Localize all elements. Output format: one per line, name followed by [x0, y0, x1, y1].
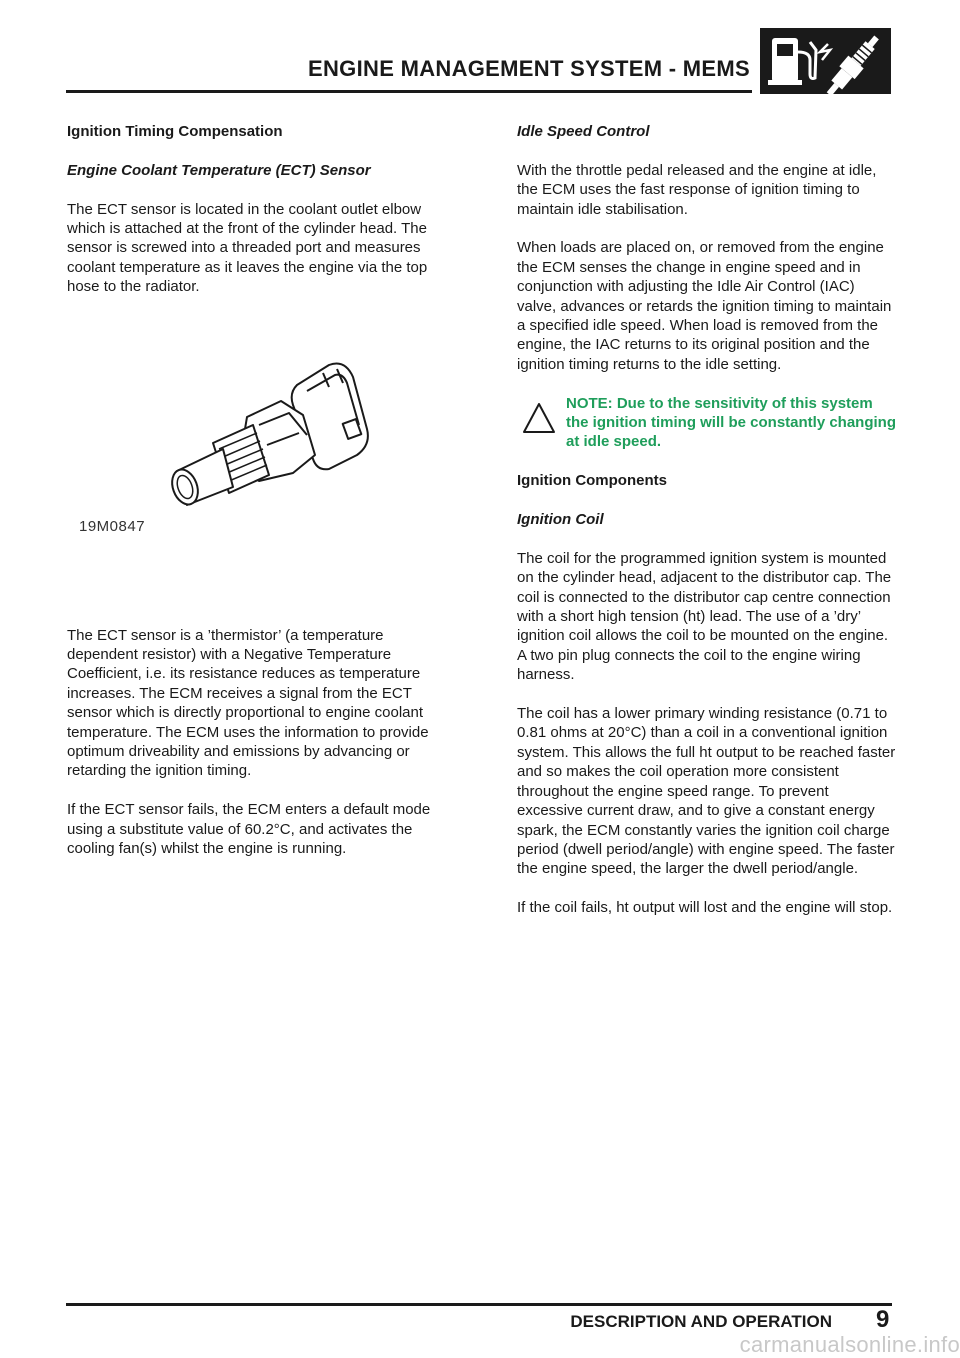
paragraph-coil-mounting: The coil for the programmed ignition system is mounted on the cylinder head, adjacent to the distributor cap. The coil is connected to the distributor cap centre connection with a short high tension (ht) lead. The use of a ’dry’ ignition coil allows the coil to be mounted on the engine. A two pin plug connects the coil to the engine wiring harness.	[517, 549, 892, 684]
paragraph-ect-failure: If the ECT sensor fails, the ECM enters a default mode using a substitute value of 60.2°C, and activates the cooling fan(s) whilst the engine is running.	[67, 801, 431, 858]
footer-title: DESCRIPTION AND OPERATION	[570, 1312, 832, 1331]
footer-rule	[66, 1303, 892, 1306]
ect-sensor-figure	[67, 325, 445, 585]
right-column	[517, 122, 897, 937]
subheading-ect-sensor: Engine Coolant Temperature (ECT) Sensor	[67, 161, 371, 179]
ect-sensor-illustration	[67, 325, 445, 585]
caution-triangle-icon	[522, 402, 556, 434]
paragraph-coil-failure: If the coil fails, ht output will lost and the engine will stop.	[517, 899, 893, 917]
subheading-idle-speed-control: Idle Speed Control	[517, 123, 650, 140]
section-heading-ignition-components: Ignition Components	[517, 472, 667, 490]
page-header-title: ENGINE MANAGEMENT SYSTEM - MEMS	[308, 56, 750, 81]
watermark: carmanualsonline.info	[739, 1332, 960, 1357]
subheading-ignition-coil: Ignition Coil	[517, 511, 604, 529]
paragraph-ect-location: The ECT sensor is located in the coolant outlet elbow which is attached at the front of the cylinder head. The sensor is screwed into a threaded port and measures coolant temperature as it leaves the engine via the top hose to the radiator.	[67, 200, 428, 296]
section-heading-ignition-timing-compensation: Ignition Timing Compensation	[67, 123, 283, 140]
paragraph-ect-thermistor: The ECT sensor is a ’thermistor’ (a temperature dependent resistor) with a Negative Temperature Coefficient, i.e. its resistance reduces as temperature increases. The ECM receives a signal from the ECT sensor which is directly proportional to engine coolant temperature. The ECM uses the information to provide optimum driveability and emissions by advancing or retarding the ignition timing.	[67, 626, 429, 780]
note-text: NOTE: Due to the sensitivity of this system the ignition timing will be constantly changing at idle speed.	[566, 394, 896, 451]
paragraph-idle-loads: When loads are placed on, or removed from the engine the ECM senses the change in engine speed and in conjunction with adjusting the Idle Air Control (IAC) valve, advances or retards the ignition timing to maintain a specified idle speed. When load is removed from the engine, the IAC returns to its original position and the ignition timing returns to the idle setting.	[517, 239, 892, 373]
paragraph-coil-resistance: The coil has a lower primary winding resistance (0.71 to 0.81 ohms at 20°C) than a coil in a conventional ignition system. This allows the full ht output to be reached faster and so makes the coil operation more consistent throughout the engine speed range. To prevent excessive current draw, and to give a constant energy spark, the ECM constantly varies the ignition coil charge period (dwell period/angle) with engine speed. The faster the engine speed, the larger the dwell period/angle.	[517, 705, 896, 878]
spark-plug-icon	[760, 28, 891, 94]
header-icon-box	[760, 28, 891, 94]
left-column	[67, 122, 445, 878]
header-rule	[66, 90, 752, 93]
figure-label: 19M0847	[79, 517, 146, 535]
note-block	[517, 394, 897, 452]
page-number: 9	[876, 1306, 890, 1333]
paragraph-idle-stabilisation: With the throttle pedal released and the engine at idle, the ECM uses the fast response of ignition timing to maintain idle stabilisation.	[517, 161, 877, 218]
